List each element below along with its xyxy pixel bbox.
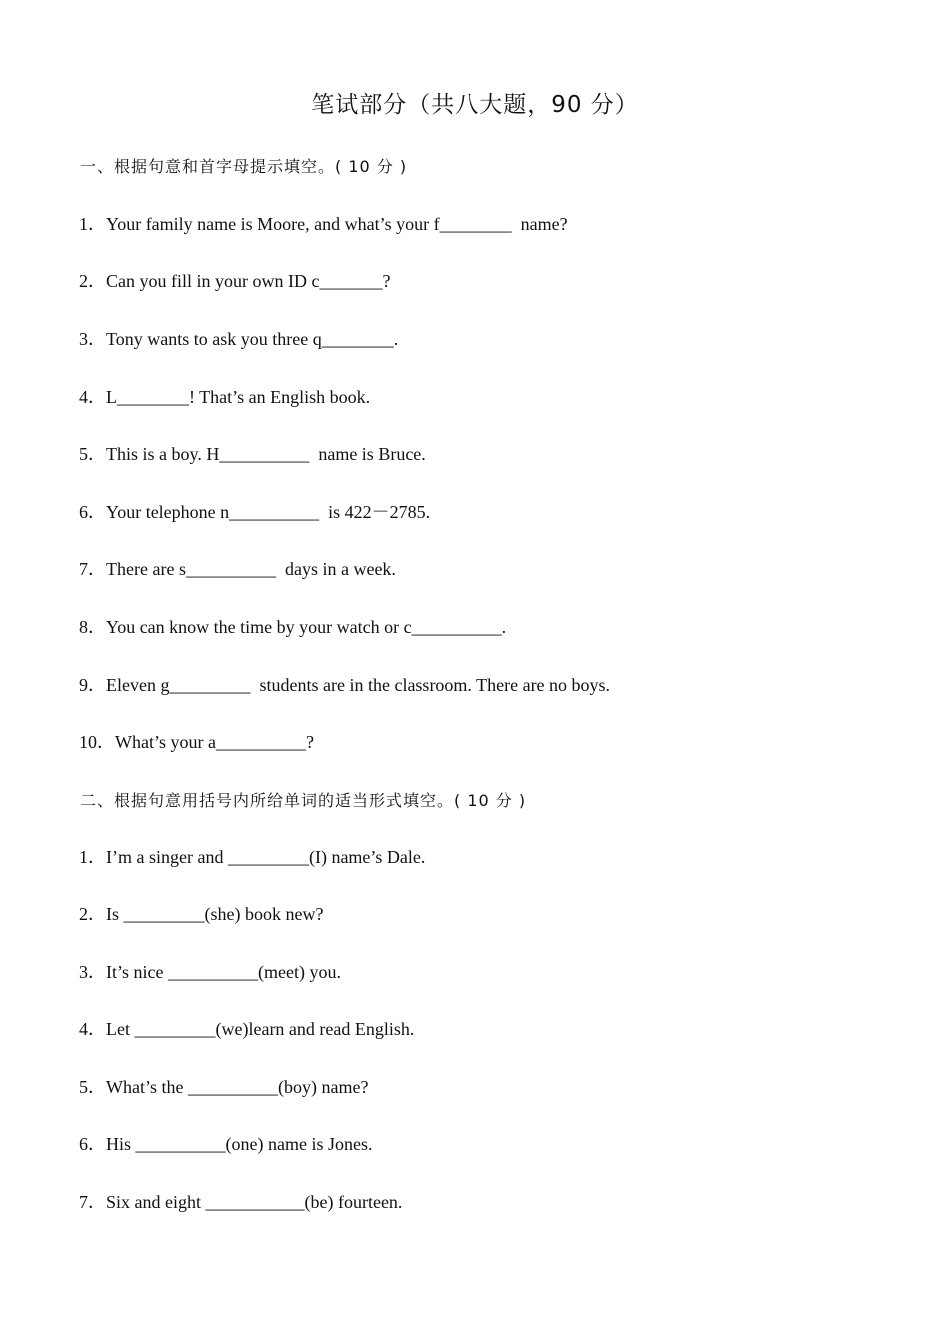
answer-blank: q________: [312, 329, 394, 349]
s1-question-4: [79, 386, 370, 408]
answer-blank: f________: [433, 214, 512, 234]
question-text: students are in the classroom. There are no boys.: [250, 675, 611, 695]
question-text: ?: [305, 732, 314, 752]
s2-question-2: 2．Is _________(she) book new?: [79, 904, 324, 924]
s1-question-7: [79, 558, 396, 580]
answer-blank: c__________: [403, 617, 502, 637]
s2-question-4: 4．Let _________(we)learn and read English.: [79, 1019, 415, 1039]
question-text: 1．Your family name is Moore, and what’s your: [79, 214, 434, 234]
question-text: is 422－2785.: [319, 502, 431, 522]
s1-question-8: [79, 616, 506, 638]
s1-question-1: [79, 213, 568, 235]
s1-question-2: [79, 270, 390, 292]
s2-question-5: 5．What’s the __________(boy) name?: [79, 1077, 369, 1097]
question-text: ?: [382, 271, 391, 291]
s2-question-7: 7．Six and eight ___________(be) fourteen.: [79, 1192, 403, 1212]
answer-blank: L________: [106, 387, 189, 407]
question-text: 3．Tony wants to ask you three: [79, 329, 313, 349]
s2-question-1: 1．I’m a singer and _________(I) name’s Dale.: [79, 847, 426, 867]
s1-question-9: [79, 674, 610, 696]
question-text: days in a week.: [275, 559, 396, 579]
question-text: 4．: [79, 387, 106, 407]
answer-blank: a__________: [207, 732, 306, 752]
section-2-heading: 二、根据句意用括号内所给单词的适当形式填空。( 10 分 ): [80, 791, 527, 810]
question-text: 6．Your telephone: [79, 502, 221, 522]
question-text: name is Bruce.: [309, 444, 426, 464]
answer-blank: n__________: [220, 502, 320, 522]
question-text: 8．You can know the time by your watch or: [79, 617, 404, 637]
question-text: ! That’s an English book.: [189, 387, 371, 407]
question-text: name?: [511, 214, 568, 234]
s1-question-3: [79, 328, 398, 350]
answer-blank: g_________: [160, 675, 251, 695]
answer-blank: s__________: [178, 559, 276, 579]
s1-question-5: [79, 443, 426, 465]
question-text: 7．There are: [79, 559, 179, 579]
question-text: 9．Eleven: [79, 675, 161, 695]
question-text: 5．This is a boy.: [79, 444, 207, 464]
question-text: 2．Can you fill in your own ID: [79, 271, 312, 291]
question-text: .: [393, 329, 399, 349]
answer-blank: c_______: [311, 271, 383, 291]
s2-question-3: 3．It’s nice __________(meet) you.: [79, 962, 341, 982]
question-text: .: [501, 617, 507, 637]
answer-blank: H__________: [206, 444, 310, 464]
page-title: 笔试部分（共八大题，90 分）: [311, 92, 639, 118]
s2-question-6: 6．His __________(one) name is Jones.: [79, 1134, 373, 1154]
question-text: 10．What’s your: [79, 732, 208, 752]
section-1-heading: 一、根据句意和首字母提示填空。( 10 分 ): [80, 157, 408, 176]
s1-question-10: [79, 731, 314, 753]
s1-question-6: [79, 501, 430, 523]
